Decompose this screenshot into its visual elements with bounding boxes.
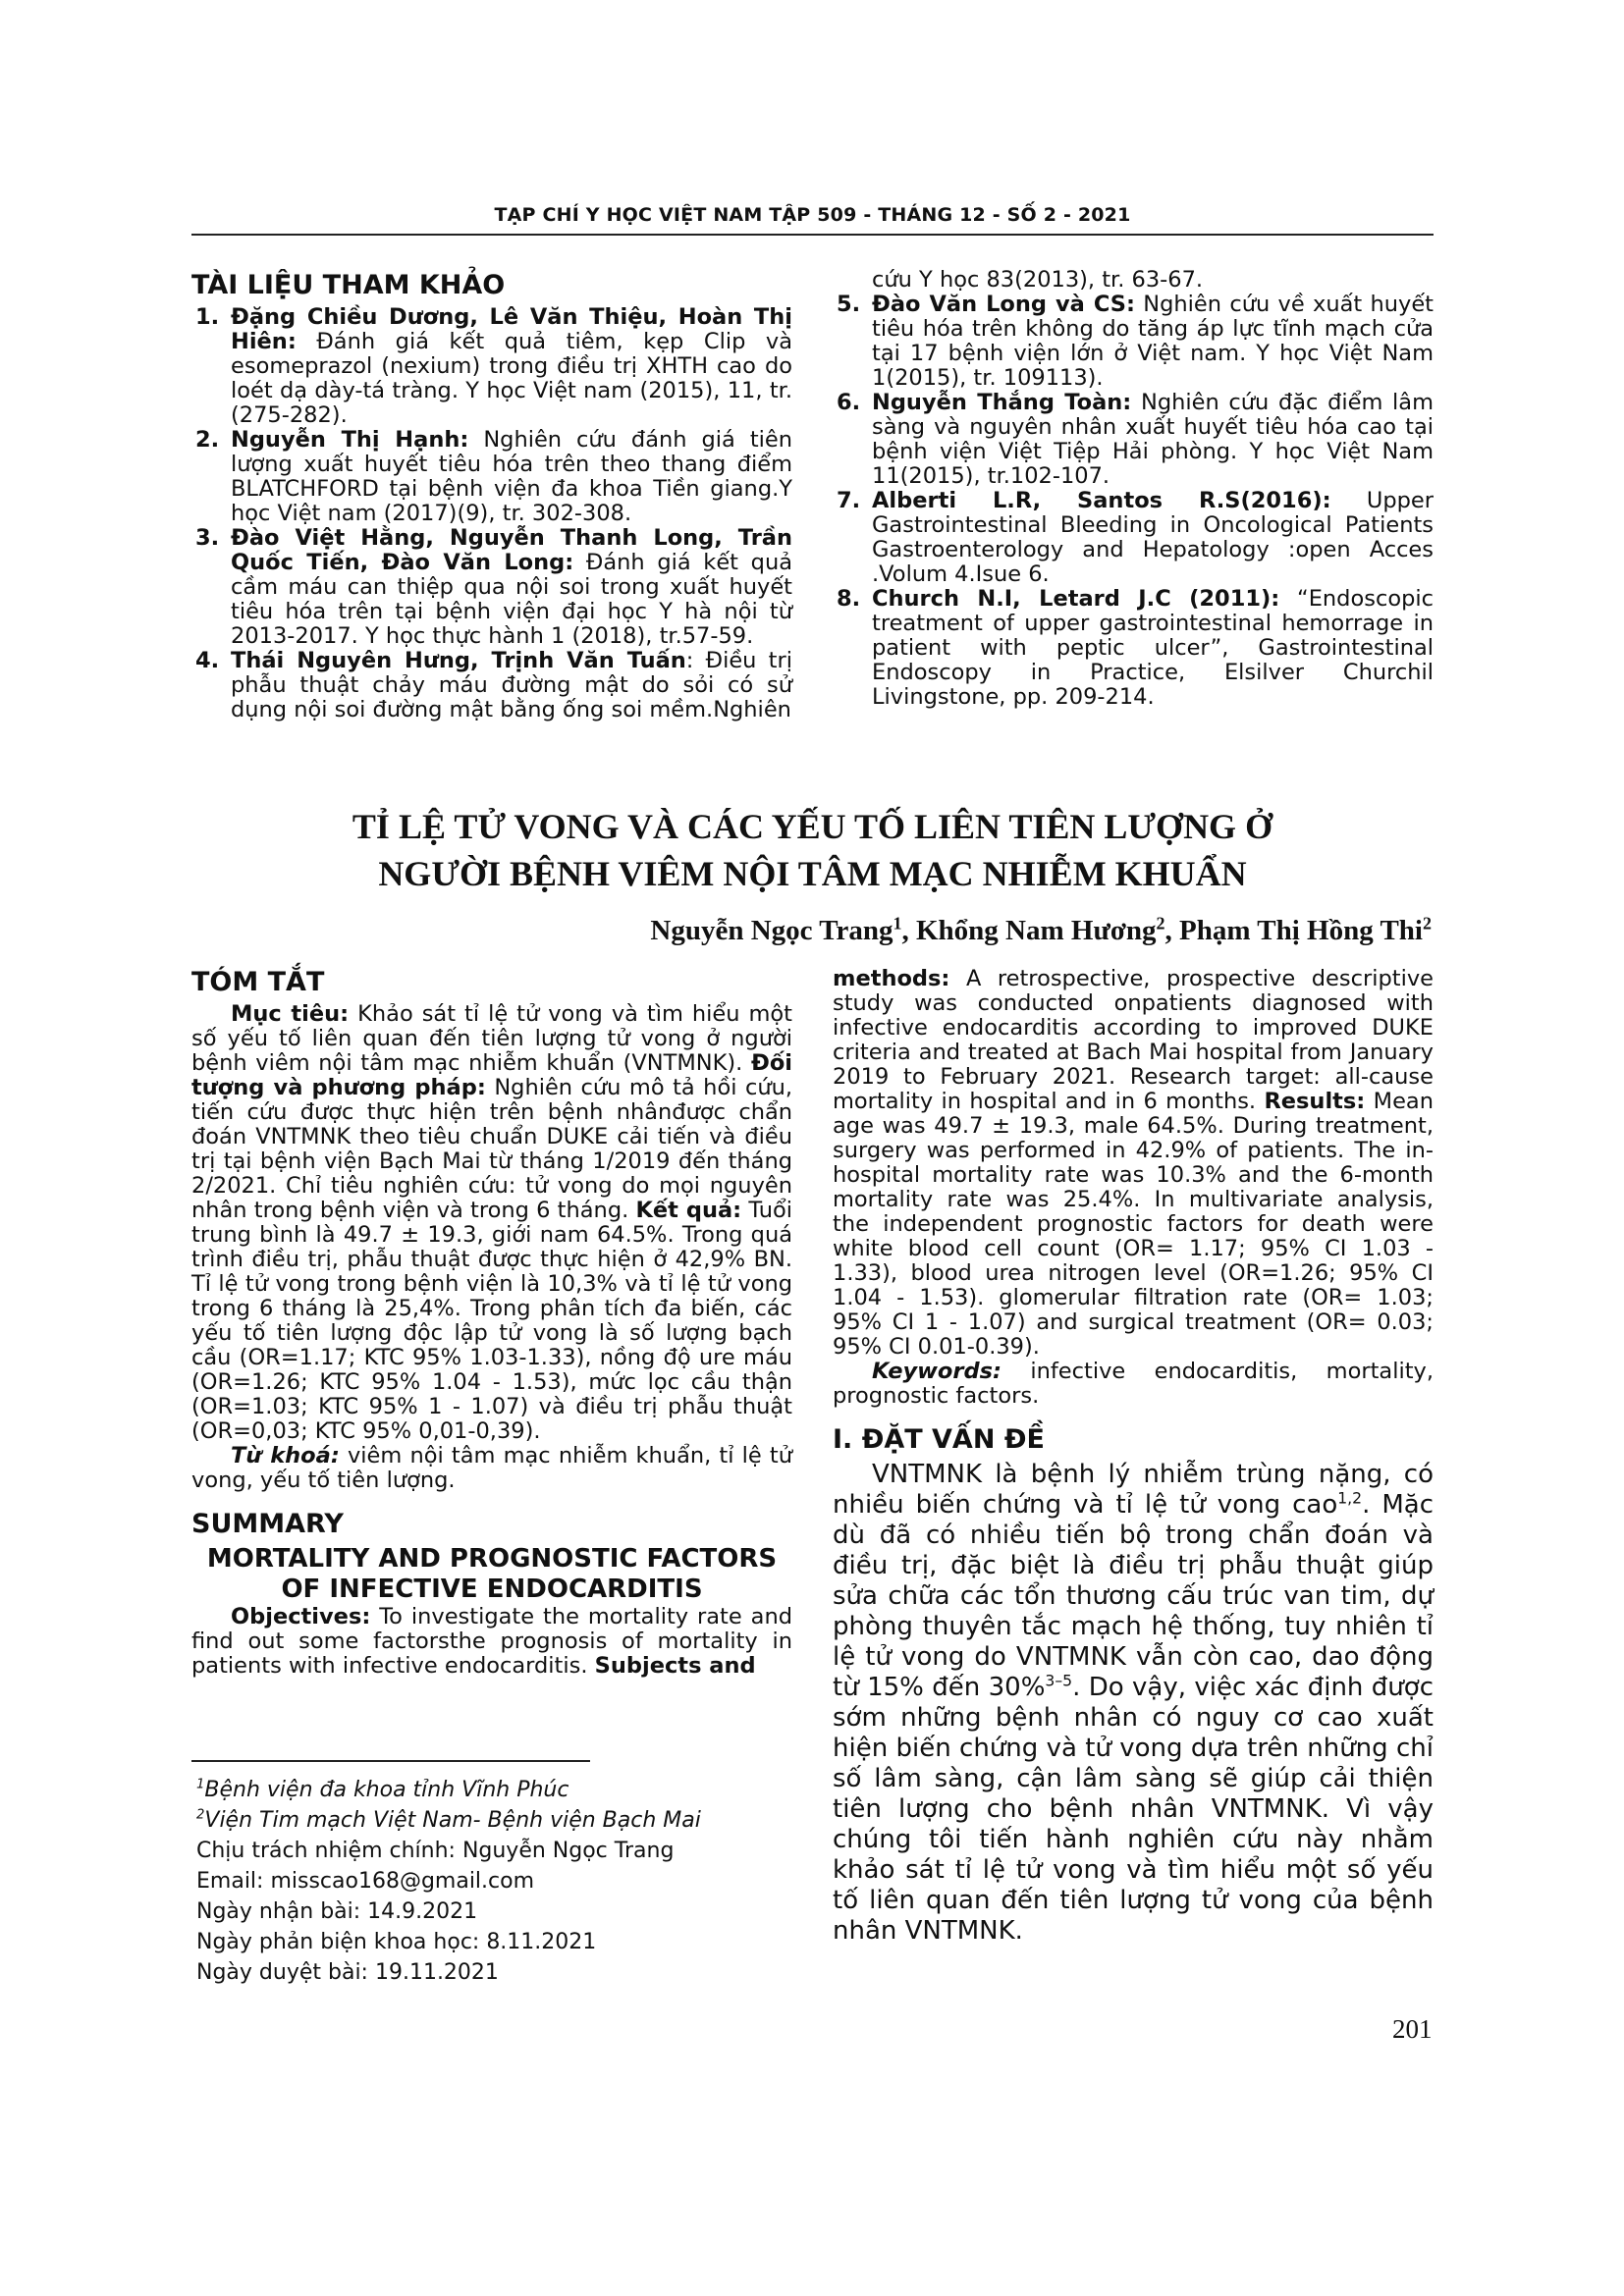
reference-number: 7. xyxy=(837,488,861,513)
reference-authors: Đào Việt Hằng, Nguyễn Thanh Long, Trần Quốc Tiến, Đào Văn Long: xyxy=(231,525,792,575)
tomtat-keywords xyxy=(191,1444,792,1493)
page-number: 201 xyxy=(1392,2014,1433,2044)
reference-number: 3. xyxy=(195,525,220,551)
abstract-left-column xyxy=(191,967,792,1679)
references-heading: TÀI LIỆU THAM KHẢO xyxy=(191,270,506,300)
reference-item xyxy=(191,428,792,526)
summary-label: Keywords: xyxy=(872,1359,1001,1384)
tomtat-text: Khảo sát tỉ lệ tử vong và tìm hiểu một số yếu tố liên quan đến tiên lượng tử vong ở người bệnh viêm nội tâm mạc nhiễm khuẩn (VNTMNK). xyxy=(191,1001,792,1076)
footnote-received: Ngày nhận bài: 14.9.2021 xyxy=(196,1899,478,1924)
author-name: Khổng Nam Hương xyxy=(915,915,1157,946)
tomtat-text: Nghiên cứu mô tả hồi cứu, tiến cứu được thực hiện trên bệnh nhânđược chẩn đoán VNTMNK theo tiêu chuẩn DUKE cải tiến và điều trị tại bệnh viện Bạch Mai từ tháng 1/2019 đến tháng 2/2021. Chỉ tiêu nghiên cứu: tử vong do mọi nguyên nhân trong bệnh viện và trong 6 tháng. xyxy=(191,1075,792,1223)
references-right-column xyxy=(833,268,1434,710)
reference-number: 6. xyxy=(837,390,861,415)
summary-label: Objectives: xyxy=(231,1604,371,1629)
reference-authors: Nguyễn Thị Hạnh: xyxy=(231,427,469,453)
footnote-rule xyxy=(191,1760,590,1762)
summary-body xyxy=(191,1605,792,1679)
author-affiliation: 2 xyxy=(1423,913,1432,934)
tomtat-label: Đối tượng và phương pháp: xyxy=(191,1050,792,1100)
article-title-line: NGƯỜI BỆNH VIÊM NỘI TÂM MẠC NHIỄM KHUẨN xyxy=(378,854,1247,893)
footnote-responsible: Chịu trách nhiệm chính: Nguyễn Ngọc Trang xyxy=(196,1839,675,1863)
header-rule xyxy=(191,234,1434,236)
tomtat-text: viêm nội tâm mạc nhiễm khuẩn, tỉ lệ tử vong, yếu tố tiên lượng. xyxy=(191,1443,792,1493)
reference-text: Đánh giá kết quả cầm máu can thiệp qua nội soi trong xuất huyết tiêu hóa trên tại bệnh viện đại học Y hà nội từ 2013-2017. Y học thực hành 1 (2018), tr.57-59. xyxy=(231,550,793,649)
references-left-column xyxy=(191,270,792,722)
footnote-approved: Ngày duyệt bài: 19.11.2021 xyxy=(196,1960,499,1985)
reference-item xyxy=(833,587,1434,710)
citation: 3–5 xyxy=(1045,1672,1073,1690)
reference-text: “Endoscopic treatment of upper gastrointestinal hemorrage in patient with peptic ulcer”, Gastrointestinal Endoscopy in Practice, Elsilver Churchil Livingstone, pp. 209-214. xyxy=(872,586,1434,710)
author-affiliation: 1 xyxy=(893,913,902,934)
article-authors xyxy=(650,915,1432,947)
reference-number: 1. xyxy=(195,304,220,330)
intro-heading: I. ĐẶT VẤN ĐỀ xyxy=(833,1424,1045,1455)
reference-authors: Nguyễn Thắng Toàn: xyxy=(872,390,1132,415)
tomtat-body xyxy=(191,1002,792,1444)
reference-text: : Điều trị phẫu thuật chảy máu đường mật do sỏi có sử dụng nội soi đường mật bằng ống soi mềm.Nghiên xyxy=(231,648,793,722)
summary-heading: SUMMARY xyxy=(191,1509,344,1539)
summary-text: infective endocarditis, mortality, prognostic factors. xyxy=(833,1359,1434,1409)
footnote-text: Bệnh viện đa khoa tỉnh Vĩnh Phúc xyxy=(204,1778,569,1802)
citation: 1,2 xyxy=(1337,1489,1363,1508)
reference-item xyxy=(833,489,1434,587)
summary-text: To investigate the mortality rate and find out some factorsthe prognosis of mortality in patients with infective endocarditis. xyxy=(191,1604,792,1679)
reference-item xyxy=(191,305,792,428)
reference-item xyxy=(833,293,1434,391)
author-name: Phạm Thị Hồng Thi xyxy=(1179,915,1423,946)
footnote-sup: 2 xyxy=(196,1807,205,1823)
footnote-text: Viện Tim mạch Việt Nam- Bệnh viện Bạch Mai xyxy=(204,1808,701,1833)
reference-text: Đánh giá kết quả tiêm, kẹp Clip và esomeprazol (nexium) trong điều trị XHTH cao do loét dạ dày-tá tràng. Y học Việt nam (2015), 11, tr. (275-282). xyxy=(231,329,792,428)
journal-header: TẠP CHÍ Y HỌC VIỆT NAM TẬP 509 - THÁNG 12 - SỐ 2 - 2021 xyxy=(494,204,1131,226)
tomtat-text: Tuổi trung bình là 49.7 ± 19.3, giới nam 64.5%. Trong quá trình điều trị, phẫu thuật được thực hiện ở 42,9% BN. Tỉ lệ tử vong trong bệnh viện là 10,3% và tỉ lệ tử vong trong 6 tháng là 25,4%. Trong phân tích đa biến, các yếu tố tiên lượng độc lập tử vong là số lượng bạch cầu (OR=1.17; KTC 95% 1.03-1.33), nồng độ ure máu (OR=1.26; KTC 95% 1.04 - 1.53), mức lọc cầu thận (OR=1.03; KTC 95% 1 - 1.07) và điều trị phẫu thuật (OR=0,03; KTC 95% 0,01-0,39). xyxy=(191,1198,792,1444)
reference-item xyxy=(191,526,792,649)
reference-number: 8. xyxy=(837,586,861,612)
intro-paragraph xyxy=(833,1460,1434,1947)
summary-title-line: OF INFECTIVE ENDOCARDITIS xyxy=(281,1575,703,1604)
article-title xyxy=(191,803,1434,897)
summary-title-line: MORTALITY AND PROGNOSTIC FACTORS xyxy=(206,1544,778,1574)
intro-text: . Mặc dù đã có nhiều tiến bộ trong chẩn đoán và điều trị, đặc biệt là điều trị phẫu thuật giúp sửa chữa các tổn thương cấu trúc van tim, dự phòng thuyên tắc mạch hệ thống, tuy nhiên tỉ lệ tử vong do VNTMNK vẫn còn cao, dao động từ 15% đến 30% xyxy=(833,1490,1435,1702)
summary-text: A retrospective, prospective descriptive study was conducted onpatients diagnosed with infective endocarditis according to improved DUKE criteria and treated at Bach Mai hospital from January 2019 to February 2021. Research target: all-cause mortality in hospital and in 6 months. xyxy=(833,966,1434,1114)
summary-label: Results: xyxy=(1264,1089,1366,1114)
reference-number: 2. xyxy=(195,427,220,453)
footnote-affiliation xyxy=(196,1775,785,1805)
reference-continuation: cứu Y học 83(2013), tr. 63-67. xyxy=(872,267,1204,293)
intro-text: VNTMNK là bệnh lý nhiễm trùng nặng, có nhiều biến chứng và tỉ lệ tử vong cao xyxy=(833,1460,1434,1520)
reference-item xyxy=(833,391,1434,489)
tomtat-label: Kết quả: xyxy=(635,1198,742,1223)
tomtat-heading: TÓM TẮT xyxy=(191,967,325,997)
article-title-line: TỈ LỆ TỬ VONG VÀ CÁC YẾU TỐ LIÊN TIÊN LƯỢNG Ở xyxy=(352,807,1273,846)
reference-item xyxy=(191,649,792,722)
reference-authors: Đặng Chiều Dương, Lê Văn Thiệu, Hoàn Thị Hiên: xyxy=(231,304,792,354)
tomtat-label: Mục tiêu: xyxy=(231,1001,350,1027)
summary-label: methods: xyxy=(833,966,950,991)
reference-text: Nghiên cứu đặc điểm lâm sàng và nguyên nhân xuất huyết tiêu hóa cao tại bệnh viện Việt Tiệp Hải phòng. Y học Việt Nam 11(2015), tr.102-107. xyxy=(872,390,1434,489)
author-separator: , xyxy=(1164,915,1180,946)
reference-authors: Alberti L.R, Santos R.S(2016): xyxy=(872,488,1331,513)
reference-number: 4. xyxy=(195,648,220,673)
summary-label: Subjects and xyxy=(594,1653,756,1679)
summary-title xyxy=(191,1544,792,1605)
footnote-email: Email: misscao168@gmail.com xyxy=(196,1869,535,1894)
summary-body-continued xyxy=(833,967,1434,1360)
footnote-affiliation xyxy=(196,1805,785,1836)
summary-text: Mean age was 49.7 ± 19.3, male 64.5%. During treatment, surgery was performed in 42.9% of patients. The in-hospital mortality rate was 10.3% and the 6-month mortality rate was 25.4%. In multivariate analysis, the independent prognostic factors for death were white blood cell count (OR= 1.17; 95% CI 1.03 - 1.33), blood urea nitrogen level (OR=1.26; 95% CI 1.04 - 1.53). glomerular filtration rate (OR= 1.03; 95% CI 1 - 1.07) and surgical treatment (OR= 0.03; 95% CI 0.01-0.39). xyxy=(833,1089,1434,1360)
author-name: Nguyễn Ngọc Trang xyxy=(650,915,893,946)
author-affiliation: 2 xyxy=(1156,913,1165,934)
summary-keywords xyxy=(833,1360,1434,1409)
abstract-right-column xyxy=(833,967,1434,1947)
footnote-sup: 1 xyxy=(196,1777,205,1792)
reference-number: 5. xyxy=(837,292,861,317)
footnote-reviewed: Ngày phản biện khoa học: 8.11.2021 xyxy=(196,1930,597,1954)
reference-text: Nghiên cứu đánh giá tiên lượng xuất huyết tiêu hóa trên theo thang điểm BLATCHFORD tại bệnh viện đa khoa Tiền giang.Y học Việt nam (2017)(9), tr. 302-308. xyxy=(231,427,792,526)
author-separator: , xyxy=(901,915,916,946)
reference-authors: Đào Văn Long và CS: xyxy=(872,292,1135,317)
tomtat-label: Từ khoá: xyxy=(231,1443,340,1468)
reference-authors: Church N.I, Letard J.C (2011): xyxy=(872,586,1280,612)
footnotes xyxy=(196,1775,785,1988)
reference-text: Upper Gastrointestinal Bleeding in Oncological Patients Gastroenterology and Hepatology :open Acces .Volum 4.Isue 6. xyxy=(872,488,1434,587)
reference-text: Nghiên cứu về xuất huyết tiêu hóa trên không do tăng áp lực tĩnh mạch cửa tại 17 bệnh viện lớn ở Việt nam. Y học Việt Nam 1(2015), tr. 109113). xyxy=(872,292,1434,391)
reference-authors: Thái Nguyên Hưng, Trịnh Văn Tuấn xyxy=(231,648,686,673)
intro-text: . Do vậy, việc xác định được sớm những bệnh nhân có nguy cơ cao xuất hiện biến chứng và tử vong dựa trên những chỉ số lâm sàng, cận lâm sàng sẽ giúp cải thiện tiên lượng cho bệnh nhân VNTMNK. Vì vậy chúng tôi tiến hành nghiên cứu này nhằm khảo sát tỉ lệ tử vong và tìm hiểu một số yếu tố liên quan đến tiên lượng tử vong của bệnh nhân VNTMNK. xyxy=(833,1673,1434,1946)
